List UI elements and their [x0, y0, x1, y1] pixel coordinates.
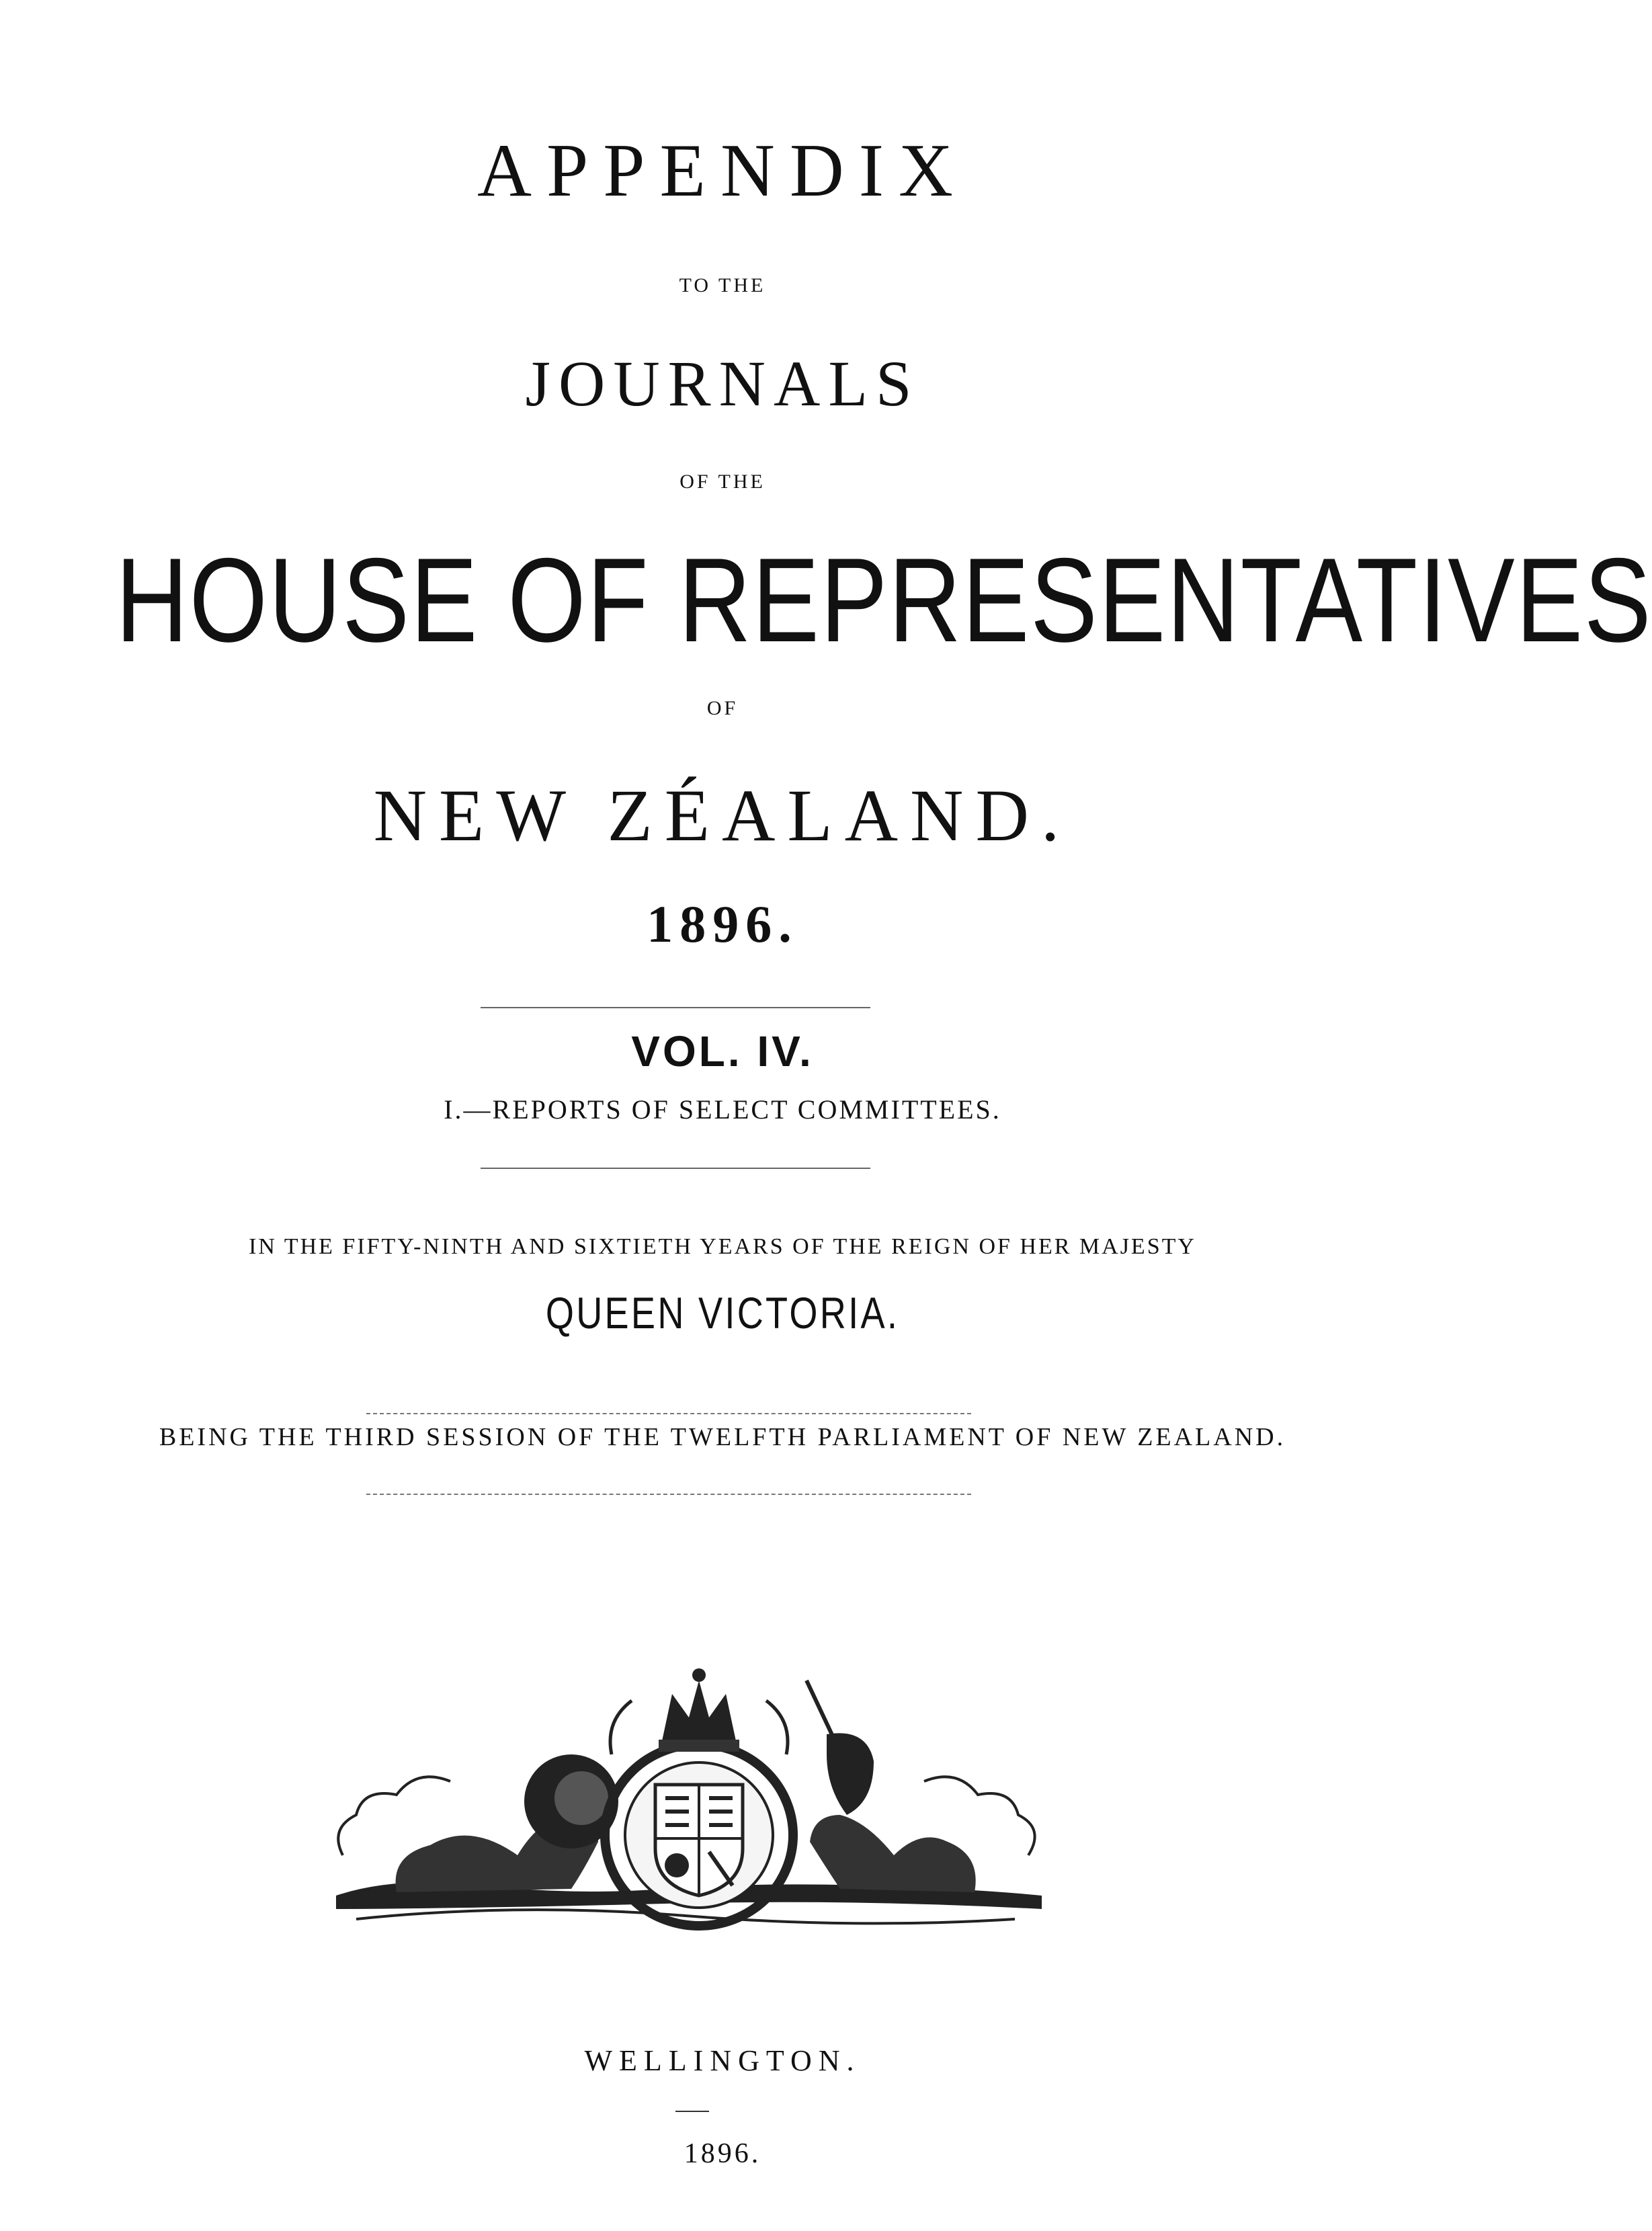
journals-heading: JOURNALS	[525, 348, 920, 419]
section-heading: I.—REPORTS OF SELECT COMMITTEES.	[444, 1094, 1001, 1125]
sovereign-name: QUEEN VICTORIA.	[545, 1288, 900, 1338]
divider-rule	[366, 1494, 971, 1495]
divider-rule	[481, 1007, 870, 1008]
place-year: 1896.	[684, 2138, 761, 2169]
volume-heading: VOL. IV.	[631, 1027, 814, 1076]
of-the-text: OF THE	[679, 471, 766, 493]
year-heading: 1896.	[647, 895, 798, 953]
of-text: OF	[706, 697, 739, 719]
country-heading: NEW ZÉALAND.	[373, 774, 1072, 856]
session-line: BEING THE THIRD SESSION OF THE TWELFTH PARLIAMENT OF NEW ZEALAND.	[159, 1423, 1286, 1451]
royal-coat-of-arms-icon	[316, 1654, 1055, 1949]
reign-line: IN THE FIFTY-NINTH AND SIXTIETH YEARS OF THE REIGN OF HER MAJESTY	[249, 1234, 1196, 1259]
to-the-text: TO THE	[679, 274, 766, 296]
appendix-heading: APPENDIX	[477, 129, 968, 212]
place-name: WELLINGTON.	[584, 2044, 861, 2077]
divider-rule	[366, 1413, 971, 1414]
house-of-representatives-heading: HOUSE OF REPRESENTATIVES	[116, 533, 1652, 667]
short-rule	[675, 2111, 709, 2112]
divider-rule	[481, 1168, 870, 1169]
